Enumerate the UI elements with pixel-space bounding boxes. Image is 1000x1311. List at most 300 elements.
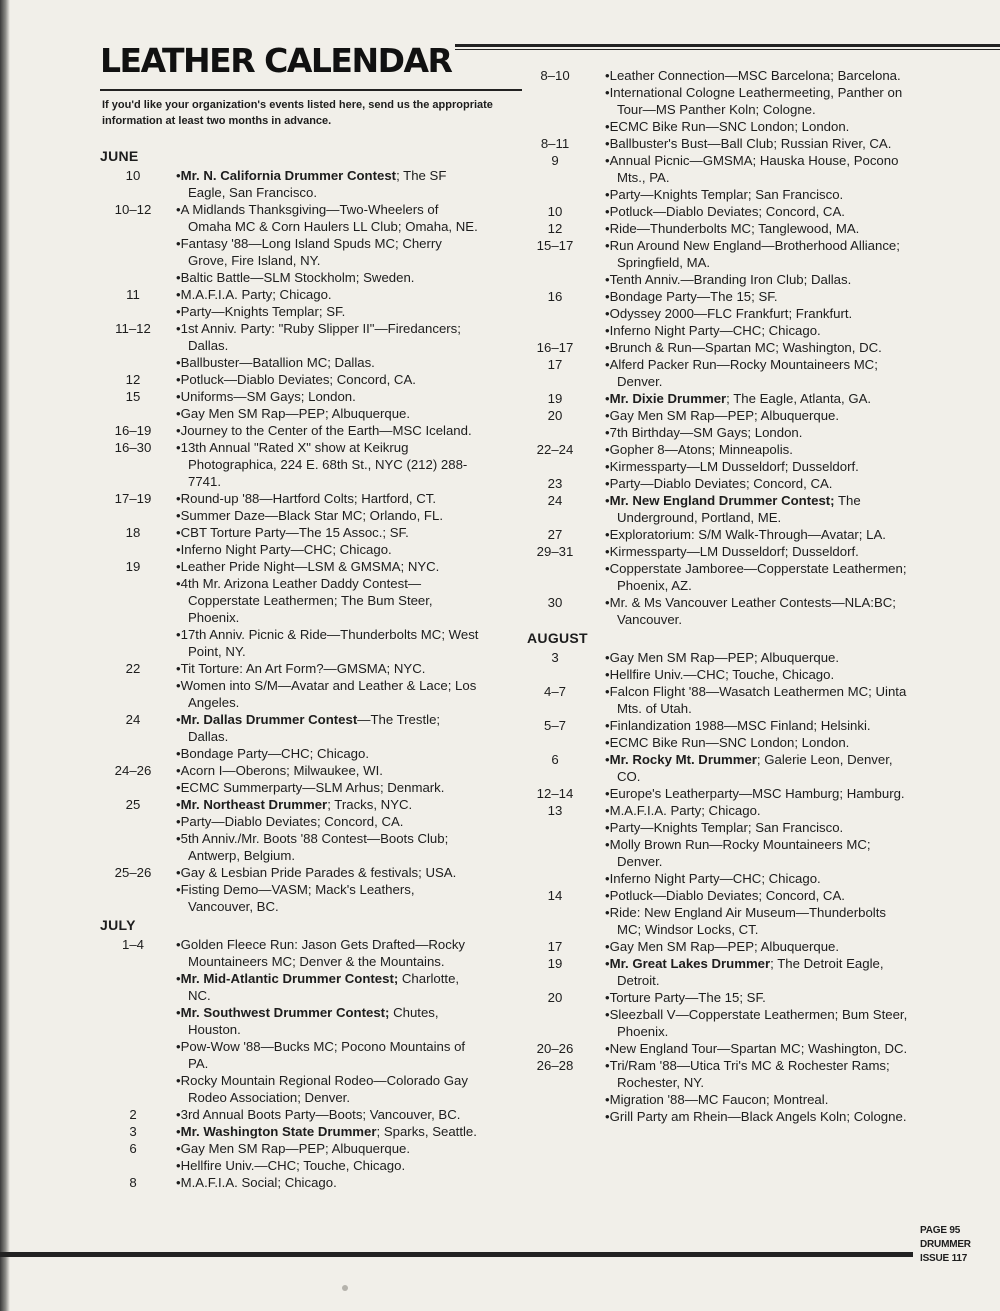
event-highlight: Mr. N. California Drummer Contest [180, 168, 397, 183]
title-rule-lower [455, 49, 1000, 50]
event-date: 11–12 [115, 321, 151, 336]
event-item [174, 970, 480, 1004]
event-item [603, 322, 913, 339]
event-item [174, 507, 480, 524]
event-text: Pow-Wow '88—Bucks MC; Pocono Mountains of PA. [180, 1039, 466, 1071]
event-item [603, 84, 913, 118]
event-item [603, 339, 913, 356]
calendar-entry [527, 220, 913, 237]
event-item [174, 626, 480, 660]
calendar-entry [100, 558, 480, 660]
event-list [583, 938, 913, 955]
event-item [603, 836, 913, 870]
calendar-entry [527, 475, 913, 492]
calendar-entry [100, 422, 480, 439]
event-text: ; The Eagle, Atlanta, GA. [726, 391, 872, 406]
calendar-entry [527, 989, 913, 1040]
calendar-column-right [527, 67, 913, 1125]
event-text: Inferno Night Party—CHC; Chicago. [609, 871, 821, 886]
event-date: 3 [129, 1124, 137, 1139]
event-text: Hellfire Univ.—CHC; Touche, Chicago. [180, 1158, 406, 1173]
calendar-entry [527, 288, 913, 339]
event-text: M.A.F.I.A. Social; Chicago. [180, 1175, 337, 1190]
event-date: 20–26 [536, 1041, 574, 1056]
event-date: 8–10 [540, 68, 570, 83]
event-list [166, 1106, 480, 1123]
magazine-name: DRUMMER [920, 1239, 971, 1250]
event-item [603, 683, 913, 717]
event-text: Potluck—Diablo Deviates; Concord, CA. [180, 372, 416, 387]
event-date: 24–26 [114, 763, 152, 778]
event-highlight: Mr. Great Lakes Drummer [609, 956, 771, 971]
calendar-entry [527, 356, 913, 390]
calendar-entry [527, 526, 913, 543]
event-text: Europe's Leatherparty—MSC Hamburg; Hamburg. [609, 786, 905, 801]
event-text: —The Trestle; Dallas. [188, 712, 441, 744]
event-text: Tenth Anniv.—Branding Iron Club; Dallas. [609, 272, 852, 287]
event-item [603, 186, 913, 203]
print-speck [342, 1285, 348, 1291]
event-text: ECMC Bike Run—SNC London; London. [609, 735, 850, 750]
event-item [603, 1006, 913, 1040]
event-text: Exploratorium: S/M Walk-Through—Avatar; LA. [609, 527, 886, 542]
event-list [583, 802, 913, 887]
calendar-entry [527, 407, 913, 441]
calendar-entry [527, 492, 913, 526]
event-text: Party—Knights Templar; San Francisco. [609, 820, 844, 835]
event-item [174, 762, 480, 779]
calendar-entry [527, 649, 913, 683]
event-date: 29–31 [536, 544, 574, 559]
event-list [166, 1174, 480, 1191]
event-text: Party—Diablo Deviates; Concord, CA. [609, 476, 833, 491]
event-highlight: Mr. Mid-Atlantic Drummer Contest; [180, 971, 399, 986]
event-text: M.A.F.I.A. Party; Chicago. [609, 803, 761, 818]
month-heading: JULY [100, 917, 136, 933]
event-text: Leather Pride Night—LSM & GMSMA; NYC. [180, 559, 440, 574]
event-text: 13th Annual "Rated X" show at Keikrug Photographica, 224 E. 68th St., NYC (212) 288-7741. [180, 440, 468, 489]
event-item [174, 286, 480, 303]
event-text: Inferno Night Party—CHC; Chicago. [609, 323, 821, 338]
event-date: 25–26 [114, 865, 152, 880]
calendar-entry [100, 320, 480, 371]
calendar-entry [527, 203, 913, 220]
event-item [174, 813, 480, 830]
page-title: LEATHER CALENDAR [100, 41, 452, 80]
event-list [166, 388, 480, 422]
event-text: 5th Anniv./Mr. Boots '88 Contest—Boots Club; Antwerp, Belgium. [180, 831, 449, 863]
event-item [603, 989, 913, 1006]
calendar-entry [527, 785, 913, 802]
event-item [174, 235, 480, 269]
event-text: Leather Connection—MSC Barcelona; Barcelona. [609, 68, 901, 83]
calendar-entry [527, 152, 913, 203]
event-text: Run Around New England—Brotherhood Alliance; Springfield, MA. [609, 238, 900, 270]
event-date: 3 [551, 650, 559, 665]
event-text: Bondage Party—CHC; Chicago. [180, 746, 370, 761]
event-item [603, 1057, 913, 1091]
event-list [583, 683, 913, 717]
event-item [603, 751, 913, 785]
calendar-entry [100, 167, 480, 201]
event-item [174, 936, 480, 970]
event-date: 8 [129, 1175, 137, 1190]
event-date: 20 [547, 408, 563, 423]
event-list [166, 439, 480, 490]
event-item [174, 1174, 480, 1191]
event-item [603, 492, 913, 526]
event-item [174, 490, 480, 507]
event-date: 13 [547, 803, 563, 818]
event-text: Kirmessparty—LM Dusseldorf; Dusseldorf. [609, 459, 859, 474]
event-list [583, 492, 913, 526]
event-text: Rocky Mountain Regional Rodeo—Colorado Gay Rodeo Association; Denver. [180, 1073, 468, 1105]
event-item [603, 649, 913, 666]
event-highlight: Mr. Northeast Drummer [180, 797, 328, 812]
event-text: Odyssey 2000—FLC Frankfurt; Frankfurt. [609, 306, 853, 321]
event-date: 24 [547, 493, 563, 508]
calendar-entry [100, 762, 480, 796]
event-item [603, 203, 913, 220]
event-date: 15 [125, 389, 141, 404]
event-date: 4–7 [543, 684, 566, 699]
event-text: Tri/Ram '88—Utica Tri's MC & Rochester Rams; Rochester, NY. [609, 1058, 890, 1090]
event-text: Gopher 8—Atons; Minneapolis. [609, 442, 793, 457]
header-underline [100, 89, 522, 91]
event-text: Gay Men SM Rap—PEP; Albuquerque. [609, 939, 840, 954]
event-item [603, 135, 913, 152]
event-item [174, 796, 480, 813]
event-item [603, 526, 913, 543]
calendar-entry [527, 955, 913, 989]
event-date: 17–19 [114, 491, 152, 506]
event-item [174, 864, 480, 881]
event-text: ; Tracks, NYC. [327, 797, 413, 812]
calendar-entry [527, 802, 913, 887]
event-item [174, 422, 480, 439]
calendar-entry [100, 796, 480, 864]
event-date: 20 [547, 990, 563, 1005]
calendar-entry [100, 864, 480, 915]
event-item [174, 167, 480, 201]
event-list [583, 390, 913, 407]
event-text: Party—Knights Templar; San Francisco. [609, 187, 844, 202]
event-list [583, 441, 913, 475]
event-text: 7th Birthday—SM Gays; London. [609, 425, 803, 440]
event-date: 19 [547, 956, 563, 971]
event-text: 3rd Annual Boots Party—Boots; Vancouver, BC. [180, 1107, 461, 1122]
event-date: 16–30 [114, 440, 152, 455]
calendar-entry [100, 1174, 480, 1191]
event-item [603, 1108, 913, 1125]
calendar-entry [100, 371, 480, 388]
event-text: Inferno Night Party—CHC; Chicago. [180, 542, 392, 557]
event-text: Falcon Flight '88—Wasatch Leathermen MC; Uinta Mts. of Utah. [609, 684, 907, 716]
event-item [603, 152, 913, 186]
event-text: Charlotte, NC. [188, 971, 460, 1003]
event-item [174, 881, 480, 915]
event-item [174, 779, 480, 796]
event-text: ; Galerie Leon, Denver, CO. [617, 752, 893, 784]
event-item [174, 1004, 480, 1038]
event-text: 4th Mr. Arizona Leather Daddy Contest—Copperstate Leathermen; The Bum Steer, Phoenix. [180, 576, 433, 625]
event-list [166, 1123, 480, 1140]
event-date: 17 [547, 939, 563, 954]
event-text: Migration '88—MC Faucon; Montreal. [609, 1092, 829, 1107]
event-item [174, 830, 480, 864]
event-list [166, 320, 480, 371]
event-text: Gay Men SM Rap—PEP; Albuquerque. [180, 1141, 411, 1156]
event-text: Copperstate Jamboree—Copperstate Leathermen; Phoenix, AZ. [609, 561, 907, 593]
event-text: Women into S/M—Avatar and Leather & Lace; Los Angeles. [180, 678, 477, 710]
event-text: Hellfire Univ.—CHC; Touche, Chicago. [609, 667, 835, 682]
event-item [174, 1072, 480, 1106]
event-item [603, 67, 913, 84]
calendar-entry [100, 660, 480, 711]
event-text: Gay Men SM Rap—PEP; Albuquerque. [180, 406, 411, 421]
event-text: Molly Brown Run—Rocky Mountaineers MC; Denver. [609, 837, 871, 869]
event-item [603, 887, 913, 904]
event-list [166, 864, 480, 915]
calendar-entry [527, 1057, 913, 1125]
event-item [603, 560, 913, 594]
event-date: 12 [547, 221, 563, 236]
event-item [603, 424, 913, 441]
event-item [603, 271, 913, 288]
calendar-entry [527, 683, 913, 717]
event-text: New England Tour—Spartan MC; Washington, DC. [609, 1041, 908, 1056]
event-item [603, 1040, 913, 1057]
event-list [583, 1057, 913, 1125]
event-text: Party—Diablo Deviates; Concord, CA. [180, 814, 404, 829]
calendar-entry [527, 237, 913, 288]
event-list [166, 762, 480, 796]
event-text: Kirmessparty—LM Dusseldorf; Dusseldorf. [609, 544, 859, 559]
event-date: 11 [126, 287, 140, 302]
page-footer [920, 1224, 990, 1266]
calendar-entry [100, 1123, 480, 1140]
event-list [583, 356, 913, 390]
event-item [174, 439, 480, 490]
event-item [174, 1123, 480, 1140]
event-date: 9 [551, 153, 559, 168]
calendar-entry [527, 135, 913, 152]
event-item [603, 717, 913, 734]
event-date: 16 [547, 289, 563, 304]
calendar-entry [527, 67, 913, 135]
calendar-entry [100, 201, 480, 286]
event-list [166, 490, 480, 524]
event-item [603, 904, 913, 938]
event-item [603, 543, 913, 560]
event-item [603, 441, 913, 458]
event-text: ECMC Summerparty—SLM Arhus; Denmark. [180, 780, 445, 795]
event-text: Acorn I—Oberons; Milwaukee, WI. [180, 763, 383, 778]
event-list [166, 558, 480, 660]
event-item [174, 677, 480, 711]
event-item [603, 819, 913, 836]
event-item [174, 711, 480, 745]
calendar-entry [527, 1040, 913, 1057]
event-text: Baltic Battle—SLM Stockholm; Sweden. [180, 270, 415, 285]
event-item [603, 118, 913, 135]
event-item [174, 405, 480, 422]
event-list [166, 660, 480, 711]
event-list [583, 237, 913, 288]
calendar-entry [100, 439, 480, 490]
event-date: 25 [125, 797, 141, 812]
calendar-entry [100, 524, 480, 558]
event-date: 19 [125, 559, 141, 574]
issue-number: ISSUE 117 [920, 1253, 968, 1264]
calendar-entry [527, 543, 913, 594]
event-date: 6 [129, 1141, 137, 1156]
event-item [174, 1038, 480, 1072]
event-text: Ride—Thunderbolts MC; Tanglewood, MA. [609, 221, 860, 236]
event-list [166, 422, 480, 439]
calendar-entry [100, 490, 480, 524]
event-item [603, 666, 913, 683]
event-date: 12 [125, 372, 141, 387]
event-list [583, 339, 913, 356]
event-list [583, 887, 913, 938]
event-text: Uniforms—SM Gays; London. [180, 389, 356, 404]
event-text: Ride: New England Air Museum—Thunderbolts MC; Windsor Locks, CT. [609, 905, 886, 937]
event-item [174, 201, 480, 235]
event-list [583, 475, 913, 492]
event-item [603, 475, 913, 492]
event-item [603, 305, 913, 322]
event-item [174, 524, 480, 541]
event-item [174, 354, 480, 371]
calendar-entry [100, 1140, 480, 1174]
event-list [583, 67, 913, 135]
event-item [603, 390, 913, 407]
event-text: Gay Men SM Rap—PEP; Albuquerque. [609, 408, 840, 423]
calendar-column-left [100, 146, 480, 1191]
bottom-rule [0, 1252, 913, 1257]
event-text: 17th Anniv. Picnic & Ride—Thunderbolts MC; West Point, NY. [180, 627, 479, 659]
event-item [174, 1106, 480, 1123]
event-date: 6 [551, 752, 559, 767]
event-text: Gay & Lesbian Pride Parades & festivals; USA. [180, 865, 457, 880]
event-item [174, 269, 480, 286]
event-date: 23 [547, 476, 563, 491]
event-highlight: Mr. Washington State Drummer [180, 1124, 377, 1139]
event-list [583, 785, 913, 802]
event-highlight: Mr. Rocky Mt. Drummer [609, 752, 757, 767]
event-item [174, 745, 480, 762]
event-date: 10 [547, 204, 563, 219]
event-text: Tit Torture: An Art Form?—GMSMA; NYC. [180, 661, 426, 676]
event-list [166, 371, 480, 388]
event-date: 2 [129, 1107, 137, 1122]
event-date: 1–4 [121, 937, 144, 952]
event-text: M.A.F.I.A. Party; Chicago. [180, 287, 332, 302]
event-list [583, 220, 913, 237]
event-text: Alferd Packer Run—Rocky Mountaineers MC; Denver. [609, 357, 878, 389]
calendar-entry [100, 936, 480, 1106]
event-date: 17 [547, 357, 563, 372]
event-text: International Cologne Leathermeeting, Panther on Tour—MS Panther Koln; Cologne. [609, 85, 903, 117]
event-list [166, 201, 480, 286]
event-text: Torture Party—The 15; SF. [609, 990, 766, 1005]
calendar-entry [100, 286, 480, 320]
calendar-entry [527, 441, 913, 475]
event-date: 18 [125, 525, 141, 540]
intro-text: If you'd like your organization's events listed here, send us the appropriate information at least two months in advance. [102, 99, 493, 127]
event-date: 22 [125, 661, 141, 676]
month-heading: JUNE [100, 148, 139, 164]
event-date: 16–19 [114, 423, 152, 438]
event-text: 1st Anniv. Party: "Ruby Slipper II"—Firedancers; Dallas. [180, 321, 461, 353]
event-item [174, 320, 480, 354]
event-item [174, 1157, 480, 1174]
event-item [603, 594, 913, 628]
event-item [174, 303, 480, 320]
event-date: 27 [547, 527, 563, 542]
event-list [583, 1040, 913, 1057]
event-item [174, 660, 480, 677]
event-list [583, 649, 913, 683]
page-edge-shadow [0, 0, 10, 1311]
event-text: Round-up '88—Hartford Colts; Hartford, CT. [180, 491, 437, 506]
calendar-entry [527, 717, 913, 751]
event-highlight: Mr. New England Drummer Contest; [609, 493, 835, 508]
event-list [583, 288, 913, 339]
event-text: Golden Fleece Run: Jason Gets Drafted—Rocky Mountaineers MC; Denver & the Mountains. [180, 937, 466, 969]
event-highlight: Mr. Dallas Drummer Contest [180, 712, 358, 727]
calendar-entry [100, 711, 480, 762]
event-text: Mr. & Ms Vancouver Leather Contests—NLA:BC; Vancouver. [609, 595, 896, 627]
event-list [583, 407, 913, 441]
event-list [166, 524, 480, 558]
event-text: Potluck—Diablo Deviates; Concord, CA. [609, 204, 845, 219]
event-item [174, 1140, 480, 1157]
event-text: Sleezball V—Copperstate Leathermen; Bum Steer, Phoenix. [609, 1007, 908, 1039]
event-item [603, 802, 913, 819]
event-date: 16–17 [536, 340, 574, 355]
event-text: Party—Knights Templar; SF. [180, 304, 346, 319]
event-list [583, 203, 913, 220]
event-list [583, 955, 913, 989]
event-date: 8–11 [540, 136, 570, 151]
event-item [603, 288, 913, 305]
event-item [603, 407, 913, 424]
event-list [583, 717, 913, 751]
event-item [174, 541, 480, 558]
event-date: 30 [547, 595, 563, 610]
calendar-entry [527, 938, 913, 955]
event-item [603, 938, 913, 955]
event-date: 10 [125, 168, 141, 183]
event-item [603, 237, 913, 271]
event-list [583, 989, 913, 1040]
calendar-entry [527, 887, 913, 938]
event-list [166, 796, 480, 864]
event-list [583, 135, 913, 152]
event-date: 22–24 [536, 442, 574, 457]
event-item [603, 734, 913, 751]
event-item [603, 220, 913, 237]
event-text: CBT Torture Party—The 15 Assoc.; SF. [180, 525, 409, 540]
event-text: ; Sparks, Seattle. [376, 1124, 477, 1139]
event-item [603, 458, 913, 475]
event-item [174, 371, 480, 388]
event-list [583, 543, 913, 594]
event-list [166, 286, 480, 320]
event-text: Fantasy '88—Long Island Spuds MC; Cherry Grove, Fire Island, NY. [180, 236, 442, 268]
